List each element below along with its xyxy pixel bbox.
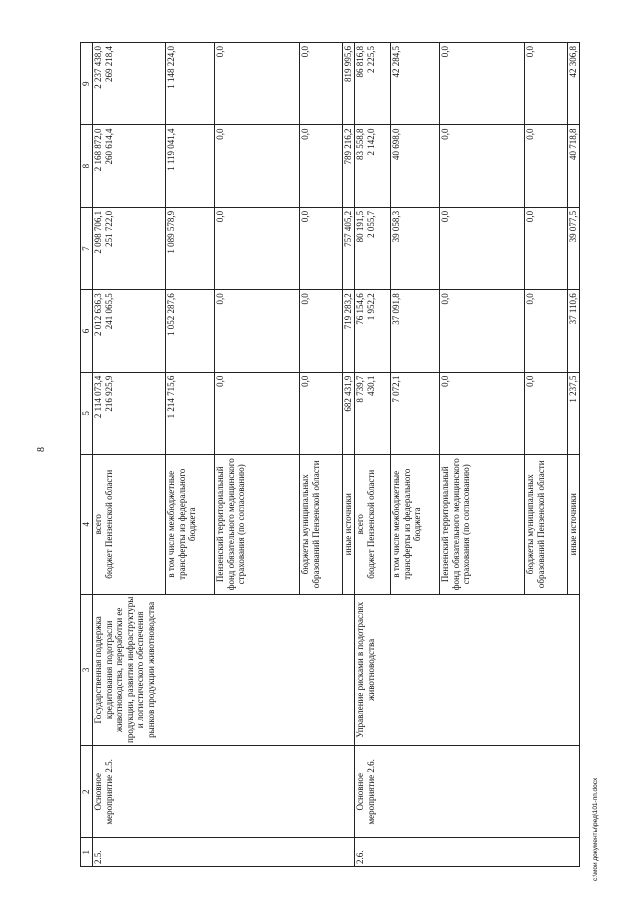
value-cell: 0,0 [525,372,568,454]
value-cell: 0,0 [525,125,568,207]
table-row [93,43,166,867]
value-cell: 1 214 715,6 [166,372,215,454]
value-cell: 0,0 [300,207,343,289]
header-cell: 9 [81,43,93,125]
value-cell: 0,0 [440,372,525,454]
value-cell: 0,0 [525,207,568,289]
value-cell: 0,0 [440,43,525,125]
header-cell: 8 [81,125,93,207]
value-cell: 37 110,6 [568,290,580,372]
funding-source: в том числе межбюджетные трансферты из федерального бюджета [166,455,215,595]
value-cell: 0,0 [300,125,343,207]
funding-source: иные источники [568,455,580,595]
footer-file-path: c:\мои документы\ред\101-пп.docx [592,777,599,881]
measure-name: Основное мероприятие 2.6. [355,746,580,838]
table-row [355,43,391,867]
value-cell: 1 148 224,0 [166,43,215,125]
measure-name: Основное мероприятие 2.5. [93,746,355,838]
value-cell: 0,0 [215,207,300,289]
value-cell: 2 098 706,1 251 722,0 [93,207,166,289]
header-cell: 1 [81,838,93,867]
value-cell: 1 119 041,4 [166,125,215,207]
measure-description: Государственная поддержка кредитования подотрасли животноводства, переработки ее продукции, развития инфраструктуры и логистического обеспечения рынков продукции животноводства [93,594,355,746]
funding-source: Пензенский территориальный фонд обязательного медицинского страхования (по согласованию) [440,455,525,595]
funding-source: бюджеты муниципальных образований Пензенской области [300,455,343,595]
value-cell: 682 431,9 [343,372,355,454]
funding-source: иные источники [343,455,355,595]
value-cell: 42 284,5 [391,43,440,125]
value-cell: 0,0 [440,207,525,289]
value-cell: 40 718,8 [568,125,580,207]
value-cell: 0,0 [440,290,525,372]
header-cell: 4 [81,455,93,595]
funding-source: бюджеты муниципальных образований Пензенской области [525,455,568,595]
header-row [81,43,93,867]
header-cell: 2 [81,746,93,838]
value-cell: 0,0 [215,372,300,454]
value-cell: 86 816,8 2 225,5 [355,43,391,125]
value-cell: 2 237 438,0 269 218,4 [93,43,166,125]
value-cell: 819 995,6 [343,43,355,125]
rotated-table-container [80,42,590,867]
measure-number: 2.5. [93,838,355,867]
header-cell: 6 [81,290,93,372]
header-cell: 3 [81,594,93,746]
value-cell: 7 072,1 [391,372,440,454]
measure-description: Управление рисками в подотраслях животноводства [355,594,580,746]
value-cell: 2 114 073,4 216 925,9 [93,372,166,454]
value-cell: 0,0 [300,43,343,125]
value-cell: 757 405,2 [343,207,355,289]
funding-source: Пензенский территориальный фонд обязательного медицинского страхования (по согласованию) [215,455,300,595]
funding-source: в том числе межбюджетные трансферты из федерального бюджета [391,455,440,595]
value-cell: 39 058,3 [391,207,440,289]
value-cell: 80 191,5 2 055,7 [355,207,391,289]
value-cell: 0,0 [300,372,343,454]
value-cell: 719 283,2 [343,290,355,372]
value-cell: 76 154,6 1 952,2 [355,290,391,372]
value-cell: 39 077,5 [568,207,580,289]
page-number: 8 [36,447,47,452]
value-cell: 0,0 [525,290,568,372]
value-cell: 8 739,7 430,1 [355,372,391,454]
header-cell: 5 [81,372,93,454]
value-cell: 0,0 [440,125,525,207]
value-cell: 42 306,8 [568,43,580,125]
value-cell: 0,0 [215,43,300,125]
value-cell: 1 237,5 [568,372,580,454]
value-cell: 2 168 872,0 260 614,4 [93,125,166,207]
value-cell: 0,0 [300,290,343,372]
value-cell: 0,0 [525,43,568,125]
header-cell: 7 [81,207,93,289]
value-cell: 2 012 636,3 241 065,5 [93,290,166,372]
value-cell: 40 698,0 [391,125,440,207]
measure-number: 2.6. [355,838,580,867]
value-cell: 0,0 [215,290,300,372]
funding-source: всего бюджет Пензенской области [93,455,166,595]
funding-source: всего бюджет Пензенской области [355,455,391,595]
budget-table [80,42,580,867]
value-cell: 0,0 [215,125,300,207]
value-cell: 1 052 287,6 [166,290,215,372]
value-cell: 83 558,8 2 142,0 [355,125,391,207]
value-cell: 1 089 578,9 [166,207,215,289]
value-cell: 37 091,8 [391,290,440,372]
value-cell: 789 216,2 [343,125,355,207]
